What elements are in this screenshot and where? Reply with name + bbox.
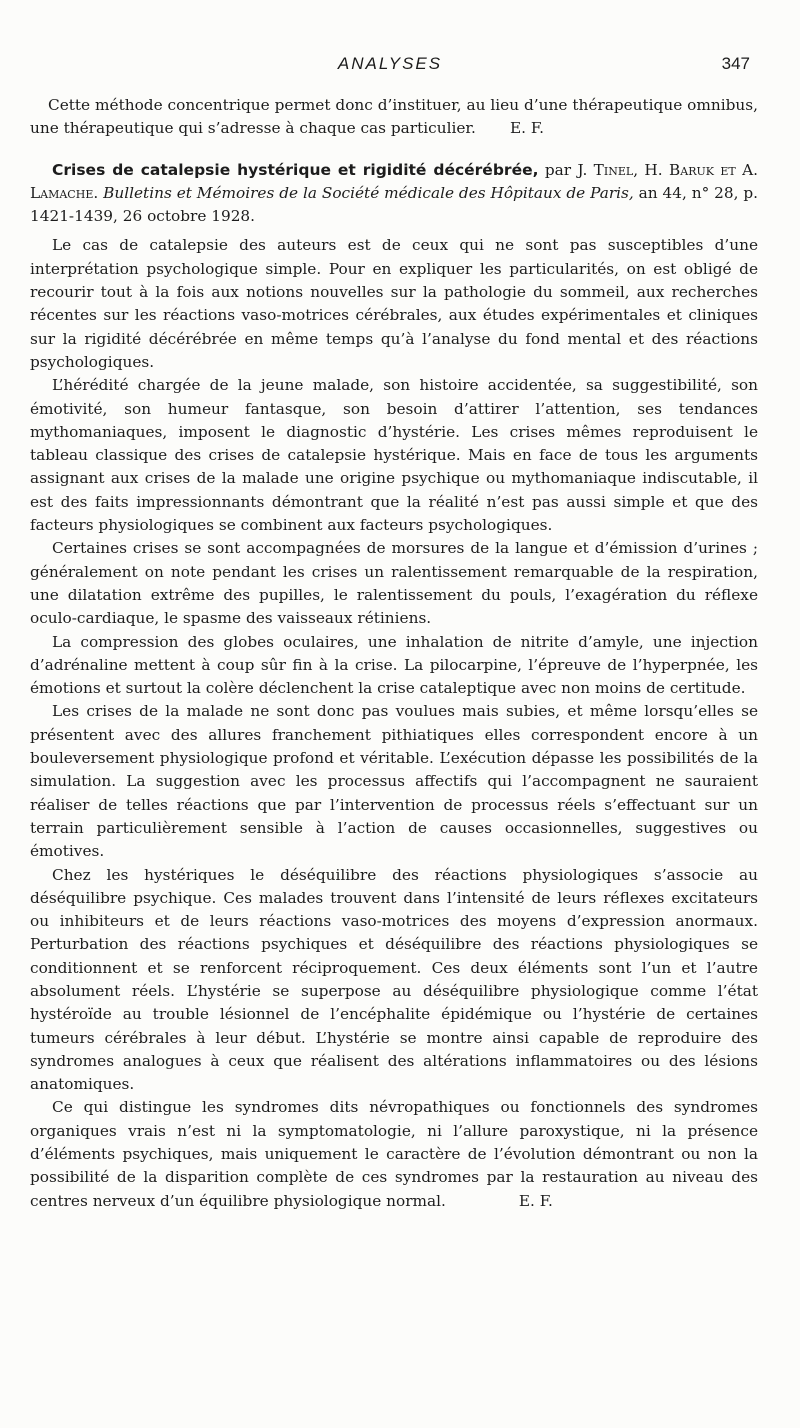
article-title: Crises de catalepsie hystérique et rigidité décérébrée,	[52, 160, 539, 179]
running-head-title: ANALYSES	[337, 54, 443, 73]
article-last-paragraph	[30, 1096, 758, 1212]
article-by: par	[544, 160, 572, 179]
page-number: 347	[721, 54, 750, 73]
article-paragraph: Les crises de la malade ne sont donc pas voulues mais subies, et même lorsqu’elles se présentent avec des allures franchement pithiatiques elles correspondent encore à un bouleversement physiologique profond et véritable. L’exécution dépasse les possibilités de la simulation. La suggestion avec les processus affectifs qui l’accompagnent ne sauraient réaliser de telles réactions que par l’intervention de processus réels s’effectuant sur un terrain particulièrement sensible à l’action de causes occasionnelles, suggestives ou émotives.	[30, 702, 758, 861]
article-heading	[30, 159, 758, 229]
article-paragraph: Certaines crises se sont accompagnées de morsures de la langue et d’émission d’urines ; généralement on note pendant les crises un ralentissement remarquable de la respiration, une dilatation extrême des pupilles, le ralentissement du pouls, l’exagération du réflexe oculo-cardiaque, le spasme des vaisseaux rétiniens.	[30, 539, 758, 628]
article-paragraph-text: Ce qui distingue les syndromes dits névropathiques ou fonctionnels des syndromes organiques vrais n’est ni la symptomatologie, ni l’allure paroxystique, ni la présence d’éléments psychiques, mais uniquement le caractère de l’évolution démontrant ou non la possibilité de la disparition complète de ces syndromes par la restauration au niveau des centres nerveux d’un équilibre physiologique normal.	[30, 1098, 758, 1210]
page-body	[30, 94, 758, 1213]
section-gap	[30, 141, 758, 159]
intro-paragraph-text: Cette méthode concentrique permet donc d’instituer, au lieu d’une thérapeutique omnibus, une thérapeutique qui s’adresse à chaque cas particulier.	[30, 96, 758, 138]
article-paragraph: La compression des globes oculaires, une inhalation de nitrite d’amyle, une injection d’adrénaline mettent à coup sûr fin à la crise. La pilocarpine, l’épreuve de l’hyperpnée, les émotions et surtout la colère déclenchent la crise cataleptique avec non moins de certitude.	[30, 632, 758, 698]
article-journal: Bulletins et Mémoires de la Société médicale des Hôpitaux de Paris,	[103, 183, 634, 202]
article-signature: E. F.	[518, 1191, 553, 1210]
intro-signature: E. F.	[509, 119, 544, 138]
running-head	[30, 54, 750, 78]
article-paragraph: L’hérédité chargée de la jeune malade, son histoire accidentée, sa suggestibilité, son émotivité, son humeur fantasque, son besoin d’attirer l’attention, ses tendances mythomaniaques, imposent le diagnostic d’hystérie. Les crises mêmes reproduisent le tableau classique des crises de catalepsie hystérique. Mais en face de tous les arguments assignant aux crises de la malade une origine psychique ou mythomaniaque indiscutable, il est des faits impressionnants démontrant que la réalité n’est pas aussi simple et que des facteurs physiologiques se combinent aux facteurs psychologiques.	[30, 376, 758, 535]
article-paragraph: Le cas de catalepsie des auteurs est de ceux qui ne sont pas susceptibles d’une interprétation psychologique simple. Pour en expliquer les particularités, on est obligé de recourir tout à la fois aux notions nouvelles sur la pathologie du sommeil, aux recherches récentes sur les réactions vaso-motrices cérébrales, aux études expérimentales et cliniques sur la rigidité décérébrée en même temps qu’à l’analyse du fond mental et des réactions psychologiques.	[30, 236, 758, 371]
article-citation: an 44, n° 28, p. 1421-1439, 26 octobre 1928.	[30, 183, 759, 226]
article-paragraph: Chez les hystériques le déséquilibre des réactions physiologiques s’associe au déséquilibre psychique. Ces malades trouvent dans l’intensité de leurs réflexes excitateurs ou inhibiteurs et de leurs réactions vaso-motrices des moyens d’expression anormaux. Perturbation des réactions psychiques et déséquilibre des réactions physiologiques se conditionnent et se renforcent réciproquement. Ces deux éléments sont l’un et l’autre absolument réels. L’hystérie se superpose au déséquilibre physiologique comme l’état hystéroïde au trouble lésionnel de l’encéphalite épidémique ou l’hystérie de certaines tumeurs cérébrales à leur début. L’hystérie se montre ainsi capable de reproduire des syndromes analogues à ceux que réalisent des altérations inflammatoires ou des lésions anatomiques.	[30, 865, 758, 1094]
article-authors: J. Tinel, H. Baruk et A. Lamache.	[30, 160, 758, 202]
intro-paragraph	[30, 94, 758, 141]
